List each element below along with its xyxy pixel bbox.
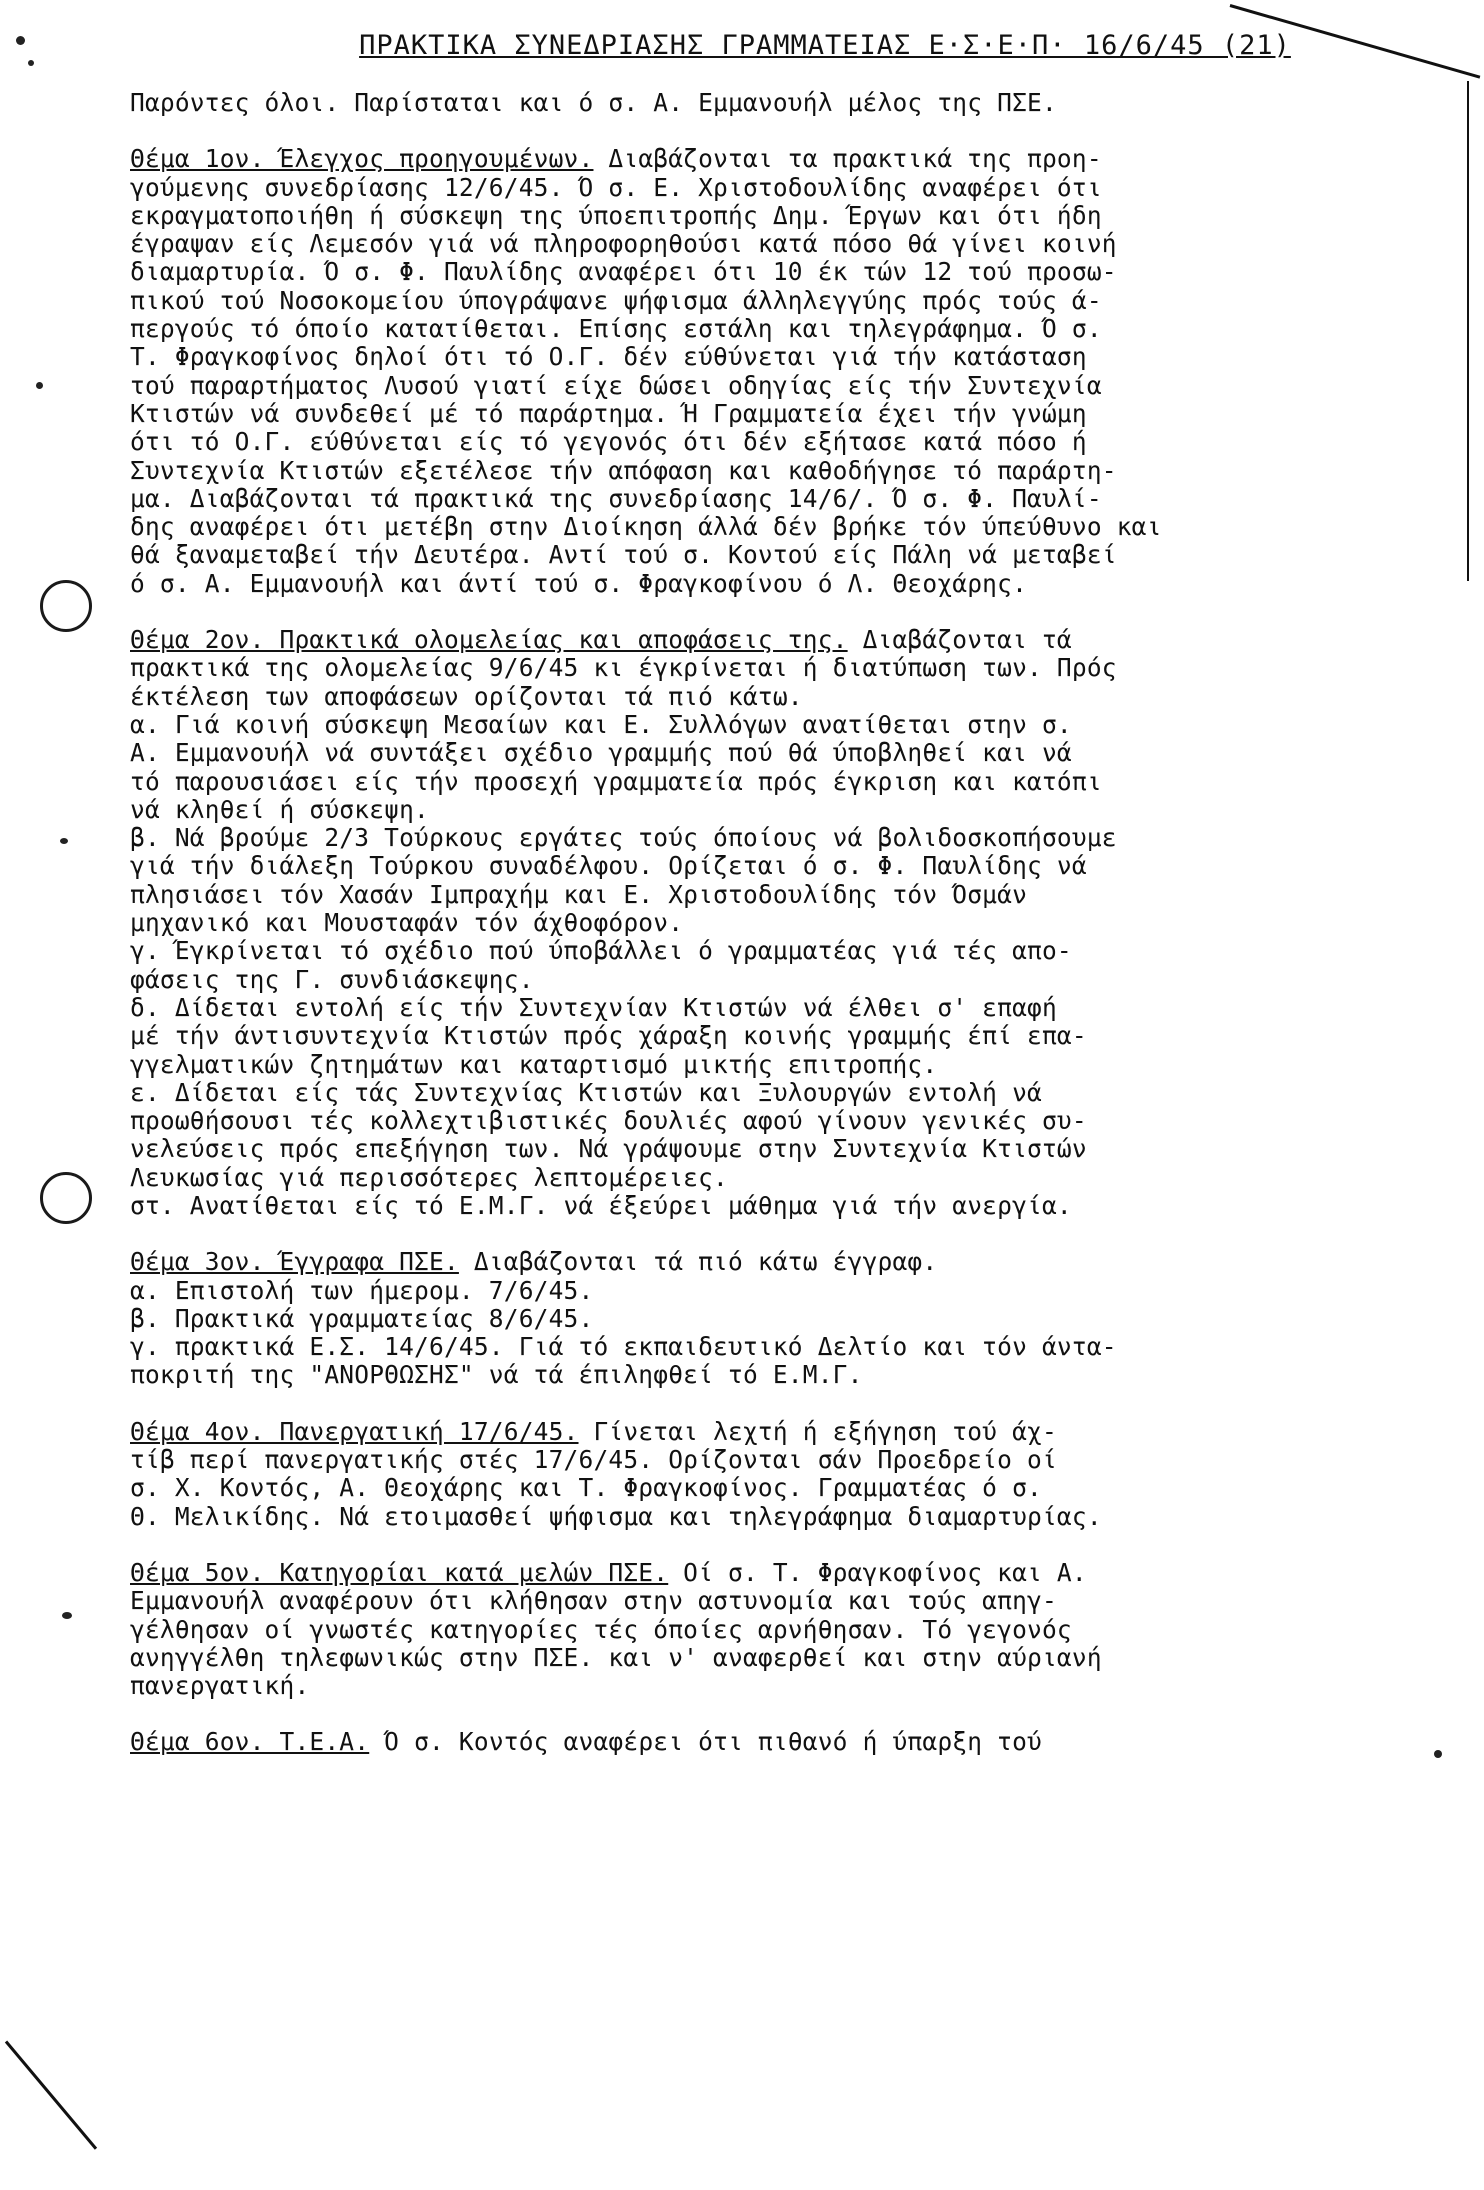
text-line: Κτιστών νά συνδεθεί μέ τό παράρτημα. Ή Γραμματεία έχει τήν γνώμη xyxy=(130,398,1087,428)
text-line: Λευκωσίας γιά περισσότερες λεπτομέρειες. xyxy=(130,1162,729,1192)
text-line: πρακτικά της ολομελείας 9/6/45 κι έγκρίνεται ή διατύπωση των. Πρός xyxy=(130,653,1117,683)
document-title: ΠΡΑΚΤΙΚΑ ΣΥΝΕΔΡΙΑΣΗΣ ΓΡΑΜΜΑΤΕΙΑΣ Ε·Σ·Ε·Π· 16/6/45 (21) xyxy=(359,30,1291,61)
text-line: περγούς τό όποίο κατατίθεται. Επίσης εστάλη και τηλεγράφημα. Ό σ. xyxy=(130,314,1102,344)
text-line: Θέμα 2ον. Πρακτικά ολομελείας και αποφάσεις της. Διαβάζονται τά xyxy=(130,625,1072,655)
text-line: τό παρουσιάσει είς τήν προσεχή γραμματεία πρός έγκριση και κατόπι xyxy=(130,766,1102,796)
text-line: μέ τήν άντισυντεχνία Κτιστών πρός χάραξη κοινής γραμμής έπί επα- xyxy=(130,1021,1087,1051)
text-line: ποκριτή της "ΑΝΟΡΘΩΣΗΣ" νά τά έπιληφθεί τό Ε.Μ.Γ. xyxy=(130,1360,863,1390)
text-line: β. Πρακτικά γραμματείας 8/6/45. xyxy=(130,1303,594,1333)
text-line: Θέμα 4ον. Πανεργατική 17/6/45. Γίνεται λεχτή ή εξήγηση τού άχ- xyxy=(130,1416,1057,1446)
text-line: Συντεχνία Κτιστών εξετέλεσε τήν απόφαση και καθοδήγησε τό παράρτη- xyxy=(130,455,1117,485)
text-line: γιά τήν διάλεξη Τούρκου συναδέλφου. Ορίζεται ό σ. Φ. Παυλίδης νά xyxy=(130,851,1087,881)
topic-6-section xyxy=(130,1728,1460,1756)
topic-heading: Θέμα 4ον. Πανεργατική 17/6/45. xyxy=(130,1416,579,1446)
text-line: γ. πρακτικά Ε.Σ. 14/6/45. Γιά τό εκπαιδευτικό Δελτίο και τόν άντα- xyxy=(130,1332,1117,1362)
topic-heading: Θέμα 3ον. Έγγραφα ΠΣΕ. xyxy=(130,1247,459,1277)
text-line: τού παραρτήματος Λυσού γιατί είχε δώσει οδηγίας είς τήν Συντεχνία xyxy=(130,370,1102,400)
text-line: γγελματικών ζητημάτων και καταρτισμό μικτής επιτροπής. xyxy=(130,1049,938,1079)
text-line: ε. Δίδεται είς τάς Συντεχνίας Κτιστών και Ξυλουργών εντολή νά xyxy=(130,1077,1042,1107)
text-line: γ. Έγκρίνεται τό σχέδιο πού ύποβάλλει ό γραμματέας γιά τές απο- xyxy=(130,936,1072,966)
text-line: γούμενης συνεδρίασης 12/6/45. Ό σ. Ε. Χριστοδουλίδης αναφέρει ότι xyxy=(130,172,1102,202)
text-line: πλησιάσει τόν Χασάν Ιμπραχήμ και Ε. Χριστοδουλίδης τόν Όσμάν xyxy=(130,879,1028,909)
text-line: α. Επιστολή των ήμερομ. 7/6/45. xyxy=(130,1275,594,1305)
text-line: νά κληθεί ή σύσκεψη. xyxy=(130,794,430,824)
text-line: Θ. Μελικίδης. Νά ετοιμασθεί ψήφισμα και τηλεγράφημα διαμαρτυρίας. xyxy=(130,1501,1102,1531)
binder-hole-top xyxy=(40,580,92,632)
text-line: θά ξαναμεταβεί τήν Δευτέρα. Αντί τού σ. Κοντού είς Πάλη νά μεταβεί xyxy=(130,540,1117,570)
topic-heading: Θέμα 6ον. Τ.Ε.Α. xyxy=(130,1727,370,1757)
text-line: έγραψαν είς Λεμεσόν γιά νά πληροφορηθούσι κατά πόσο θά γίνει κοινή xyxy=(130,229,1117,259)
text-line: Α. Εμμανουήλ νά συντάξει σχέδιο γραμμής πού θά ύποβληθεί και νά xyxy=(130,738,1072,768)
topic-heading: Θέμα 5ον. Κατηγορίαι κατά μελών ΠΣΕ. xyxy=(130,1557,669,1587)
text-line: νελεύσεις πρός επεξήγηση των. Νά γράψουμε στην Συντεχνία Κτιστών xyxy=(130,1134,1087,1164)
scan-speck xyxy=(62,1612,72,1619)
scan-speck xyxy=(60,838,68,844)
text-line: εκραγματοποιήθη ή σύσκεψη της ύποεπιτροπής Δημ. Έργων και ότι ήδη xyxy=(130,200,1102,230)
topic-heading: Θέμα 2ον. Πρακτικά ολομελείας και αποφάσεις της. xyxy=(130,625,848,655)
text-line: μηχανικό και Μουσταφάν τόν άχθοφόρον. xyxy=(130,908,684,938)
attendance-section xyxy=(130,89,1460,117)
scan-speck xyxy=(16,36,25,45)
edge-stroke xyxy=(1467,81,1469,581)
scan-speck xyxy=(28,60,34,66)
scan-speck xyxy=(36,382,43,389)
text-line: πανεργατική. xyxy=(130,1671,310,1701)
text-line: Παρόντες όλοι. Παρίσταται και ό σ. Α. Εμμανουήλ μέλος της ΠΣΕ. xyxy=(130,88,1057,117)
text-line: γέλθησαν οί γνωστές κατηγορίες τές όποίες αρνήθησαν. Τό γεγονός xyxy=(130,1614,1072,1644)
text-line: σ. Χ. Κοντός, Α. Θεοχάρης και Τ. Φραγκοφίνος. Γραμματέας ό σ. xyxy=(130,1473,1042,1503)
topic-heading: Θέμα 1ον. Έλεγχος προηγουμένων. xyxy=(130,144,594,174)
text-line: δης αναφέρει ότι μετέβη στην Διοίκηση άλλά δέν βρήκε τόν ύπεύθυνο και xyxy=(130,512,1162,542)
text-line: διαμαρτυρία. Ό σ. Φ. Παυλίδης αναφέρει ότι 10 έκ τών 12 τού προσω- xyxy=(130,257,1117,287)
corner-stroke xyxy=(5,2041,97,2150)
text-line: Θέμα 5ον. Κατηγορίαι κατά μελών ΠΣΕ. Οί σ. Τ. Φραγκοφίνος και Α. xyxy=(130,1557,1087,1587)
text-line: Θέμα 6ον. Τ.Ε.Α. Ό σ. Κοντός αναφέρει ότι πιθανό ή ύπαρξη τού xyxy=(130,1727,1042,1757)
text-line: τίβ περί πανεργατικής στές 17/6/45. Ορίζονται σάν Προεδρείο οί xyxy=(130,1445,1057,1475)
text-line: πικού τού Νοσοκομείου ύπογράψανε ψήφισμα άλληλεγγύης πρός τούς ά- xyxy=(130,285,1102,315)
text-line: Τ. Φραγκοφίνος δηλοί ότι τό Ο.Γ. δέν εύθύνεται γιά τήν κατάσταση xyxy=(130,342,1087,372)
text-line: ανηγγέλθη τηλεφωνικώς στην ΠΣΕ. και ν' αναφερθεί και στην αύριανή xyxy=(130,1642,1102,1672)
text-line: α. Γιά κοινή σύσκεψη Μεσαίων και Ε. Συλλόγων ανατίθεται στην σ. xyxy=(130,709,1072,739)
topic-4-section xyxy=(130,1418,1460,1531)
binder-hole-bottom xyxy=(40,1172,92,1224)
document-body xyxy=(130,30,1460,1757)
text-line: έκτέλεση των αποφάσεων ορίζονται τά πιό κάτω. xyxy=(130,681,803,711)
text-line: Εμμανουήλ αναφέρουν ότι κλήθησαν στην αστυνομία και τούς απηγ- xyxy=(130,1586,1057,1616)
text-line: Θέμα 1ον. Έλεγχος προηγουμένων. Διαβάζονται τα πρακτικά της προη- xyxy=(130,144,1102,174)
text-line: δ. Δίδεται εντολή είς τήν Συντεχνίαν Κτιστών νά έλθει σ' επαφή xyxy=(130,992,1057,1022)
topic-5-section xyxy=(130,1559,1460,1700)
text-line: ό σ. Α. Εμμανουήλ και άντί τού σ. Φραγκοφίνου ό Λ. Θεοχάρης. xyxy=(130,568,1028,598)
text-line: προωθήσουσι τές κολλεχτιβιστικές δουλιές αφού γίνουν γενικές συ- xyxy=(130,1106,1087,1136)
text-line: β. Νά βρούμε 2/3 Τούρκους εργάτες τούς όποίους νά βολιδοσκοπήσουμε xyxy=(130,823,1117,853)
text-line: Θέμα 3ον. Έγγραφα ΠΣΕ. Διαβάζονται τά πιό κάτω έγγραφ. xyxy=(130,1247,938,1277)
text-line: ότι τό Ο.Γ. εύθύνεται είς τό γεγονός ότι δέν εξήτασε κατά πόσο ή xyxy=(130,427,1087,457)
topic-1-section xyxy=(130,145,1460,598)
topic-3-section xyxy=(130,1248,1460,1389)
text-line: φάσεις της Γ. συνδιάσκεψης. xyxy=(130,964,534,994)
text-line: μα. Διαβάζονται τά πρακτικά της συνεδρίασης 14/6/. Ό σ. Φ. Παυλί- xyxy=(130,483,1102,513)
topic-2-section xyxy=(130,626,1460,1220)
text-line: στ. Ανατίθεται είς τό Ε.Μ.Γ. νά έξεύρει μάθημα γιά τήν ανεργία. xyxy=(130,1190,1072,1220)
